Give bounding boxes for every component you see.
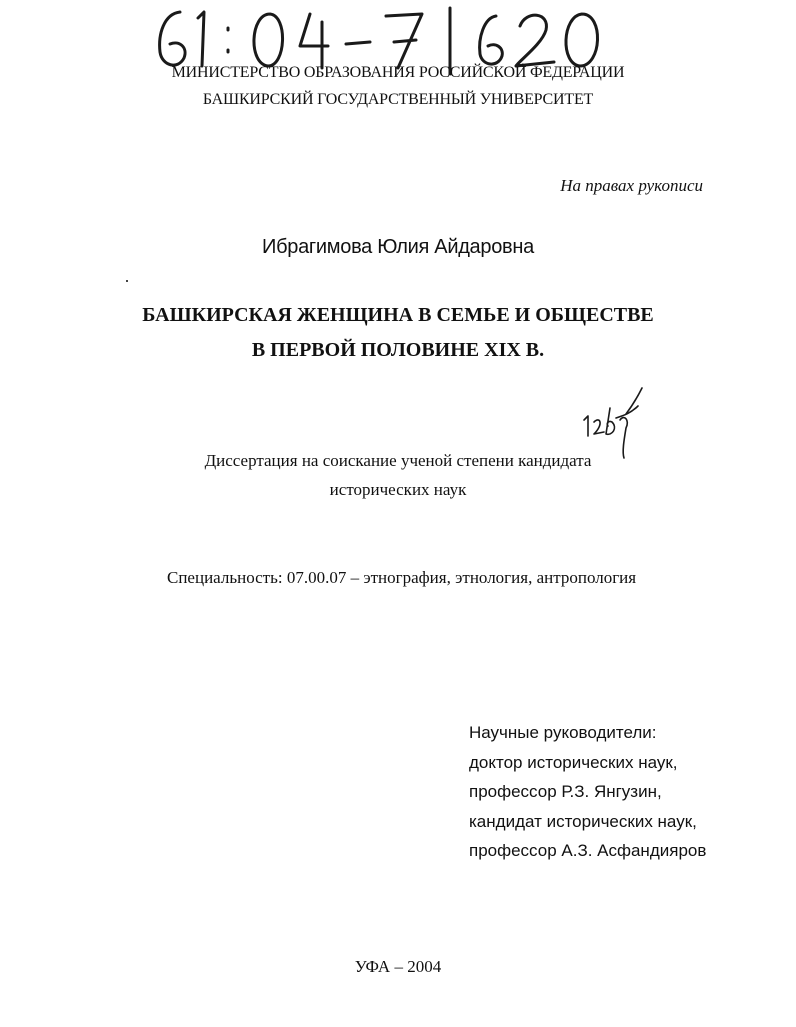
advisor-line: доктор исторических наук,: [469, 752, 678, 772]
ministry-heading: МИНИСТЕРСТВО ОБРАЗОВАНИЯ РОССИЙСКОЙ ФЕДЕРАЦИИ: [171, 64, 625, 81]
thesis-title-line-2: В ПЕРВОЙ ПОЛОВИНЕ XIX В.: [251, 339, 545, 361]
signature-icon: [578, 380, 648, 460]
advisor-line: кандидат исторических наук,: [469, 811, 697, 831]
author-name: Ибрагимова Юлия Айдаровна: [262, 236, 534, 258]
dissertation-line-1: Диссертация на соискание ученой степени кандидата: [204, 451, 592, 470]
advisor-line: профессор А.З. Асфандияров: [469, 841, 707, 860]
scientific-advisors-block: [469, 718, 706, 866]
city-year: УФА – 2004: [354, 957, 442, 976]
thesis-title-line-1: БАШКИРСКАЯ ЖЕНЩИНА В СЕМЬЕ И ОБЩЕСТВЕ: [142, 304, 654, 326]
university-heading: БАШКИРСКИЙ ГОСУДАРСТВЕННЫЙ УНИВЕРСИТЕТ: [202, 91, 594, 108]
advisor-line: профессор Р.З. Янгузин,: [469, 782, 662, 801]
scan-speck: [126, 280, 128, 282]
specialty-line: Специальность: 07.00.07 – этнография, этнология, антропология: [167, 568, 637, 587]
rights-note: На правах рукописи: [560, 176, 703, 195]
advisors-heading: Научные руководители:: [469, 723, 657, 742]
dissertation-line-2: исторических наук: [329, 480, 467, 499]
